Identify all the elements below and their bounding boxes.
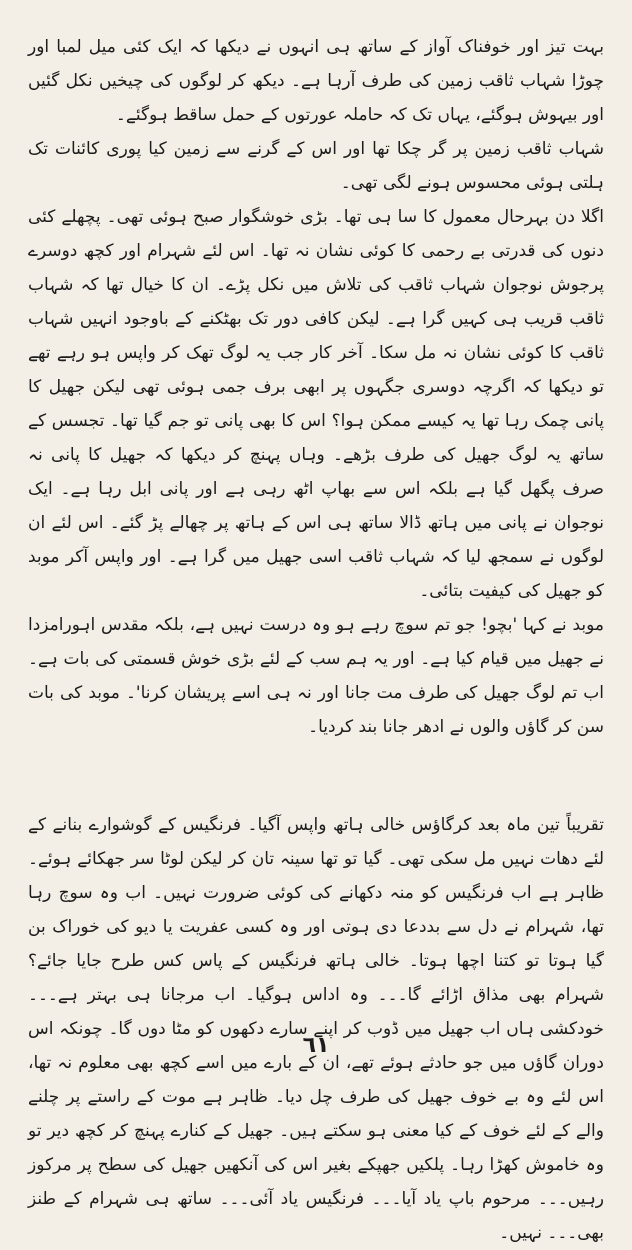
paragraph-kargaos-return: تقریباً تین ماہ بعد کرگاؤس خالی ہاتھ واپس آگیا۔ فرنگیس کے گوشوارے بنانے کے لئے دھات نہیں مل سکی تھی۔ گیا تو تھا سینہ تان کر لیکن لوٹا سر جھکائے ہوئے۔ ظاہر ہے اب فرنگیس کو منہ دکھانے کی کوئی ضرورت نہیں۔ اب وہ سوچ رہا تھا، شہرام نے دل سے بددعا دی ہوتی اور وہ کسی عفریت یا دیو کی خوراک بن گیا ہوتا تو کتنا اچھا ہوتا۔ خالی ہاتھ فرنگیس کے پاس کس طرح جایا جائے؟ شہرام بھی مذاق اڑائے گا۔۔۔ وہ اداس ہوگیا۔ اب مرجانا ہی بہتر ہے۔۔۔ خودکشی ہاں اب جھیل میں ڈوب کر اپنے سارے دکھوں کو مٹا دوں گا۔ چونکہ اس دوران گاؤں میں جو حادثے ہوئے تھے، ان کے بارے میں اسے کچھ بھی معلوم نہ تھا، اس لئے وہ بے خوف جھیل کی طرف چل دیا۔ ظاہر ہے موت کے راستے پر چلنے والے کے لئے خوف کے کیا معنی ہو سکتے ہیں۔ جھیل کے کنارے پہنچ کر کچھ دیر تو وہ خاموش کھڑا رہا۔ پلکیں جھپکے بغیر اس کی آنکھیں جھیل کی سطح پر مرکوز رہیں۔۔۔ مرحوم باپ یاد آیا۔۔۔ فرنگیس یاد آئی۔۔۔ ساتھ ہی شہرام کے طنز بھی۔۔۔ نہیں۔ — [28, 815, 604, 1243]
paragraph-next-day-search: اگلا دن بہرحال معمول کا سا ہی تھا۔ بڑی خوشگوار صبح ہوئی تھی۔ پچھلے کئی دنوں کی قدرتی بے رحمی کا کوئی نشان نہ تھا۔ اس لئے شہرام اور کچھ دوسرے پرجوش نوجوان شہاب ثاقب کی تلاش میں نکل پڑے۔ ان کا خیال تھا کہ شہاب ثاقب قریب ہی کہیں گرا ہے۔ لیکن کافی دور تک بھٹکنے کے باوجود انہیں شہاب ثاقب کا کوئی نشان نہ مل سکا۔ آخر کار جب یہ لوگ تھک کر واپس ہو رہے تھے تو دیکھا کہ اگرچہ دوسری جگہوں پر ابھی برف جمی ہوئی تھی لیکن جھیل کا پانی چمک رہا تھا یہ کیسے ممکن ہوا؟ اس کا بھی پانی تو جم گیا تھا۔ تجسس کے ساتھ یہ لوگ جھیل کی طرف بڑھے۔ وہاں پہنچ کر دیکھا کہ جھیل کا پانی نہ صرف پگھل گیا ہے بلکہ اس سے بھاپ اٹھ رہی ہے اور پانی ابل رہا ہے۔ ایک نوجوان نے پانی میں ہاتھ ڈالا ساتھ ہی اس کے ہاتھ پر چھالے پڑ گئے۔ اس لئے ان لوگوں نے سمجھ لیا کہ شہاب ثاقب اسی جھیل میں گرا ہے۔ اور واپس آکر موبد کو جھیل کی کیفیت بتائی۔ — [28, 207, 604, 601]
paragraph-meteor-arrival: بہت تیز اور خوفناک آواز کے ساتھ ہی انہوں نے دیکھا کہ ایک کئی میل لمبا اور چوڑا شہاب ثاقب زمین کی طرف آرہا ہے۔ دیکھ کر لوگوں کی چیخیں نکل گئیں اور بیہوش ہوگئے، یہاں تک کہ حاملہ عورتوں کے حمل ساقط ہوگئے۔ — [28, 37, 604, 125]
paragraph-mobad-speech: موبد نے کہا 'بچو! جو تم سوچ رہے ہو وہ درست نہیں ہے، بلکہ مقدس اہورامزدا نے جھیل میں قیام کیا ہے۔ اور یہ ہم سب کے لئے بڑی خوش قسمتی کی بات ہے۔ اب تم لوگ جھیل کی طرف مت جانا اور نہ ہی اسے پریشان کرنا'۔ موبد کی بات سن کر گاؤں والوں نے ادھر جانا بند کردیا۔ — [28, 615, 604, 737]
page-number: ٦١ — [302, 1033, 330, 1058]
section-break — [28, 744, 604, 808]
paragraph-meteor-impact: شہاب ثاقب زمین پر گر چکا تھا اور اس کے گرنے سے زمین کیا پوری کائنات تک ہلتی ہوئی محسوس ہونے لگی تھی۔ — [28, 139, 604, 193]
